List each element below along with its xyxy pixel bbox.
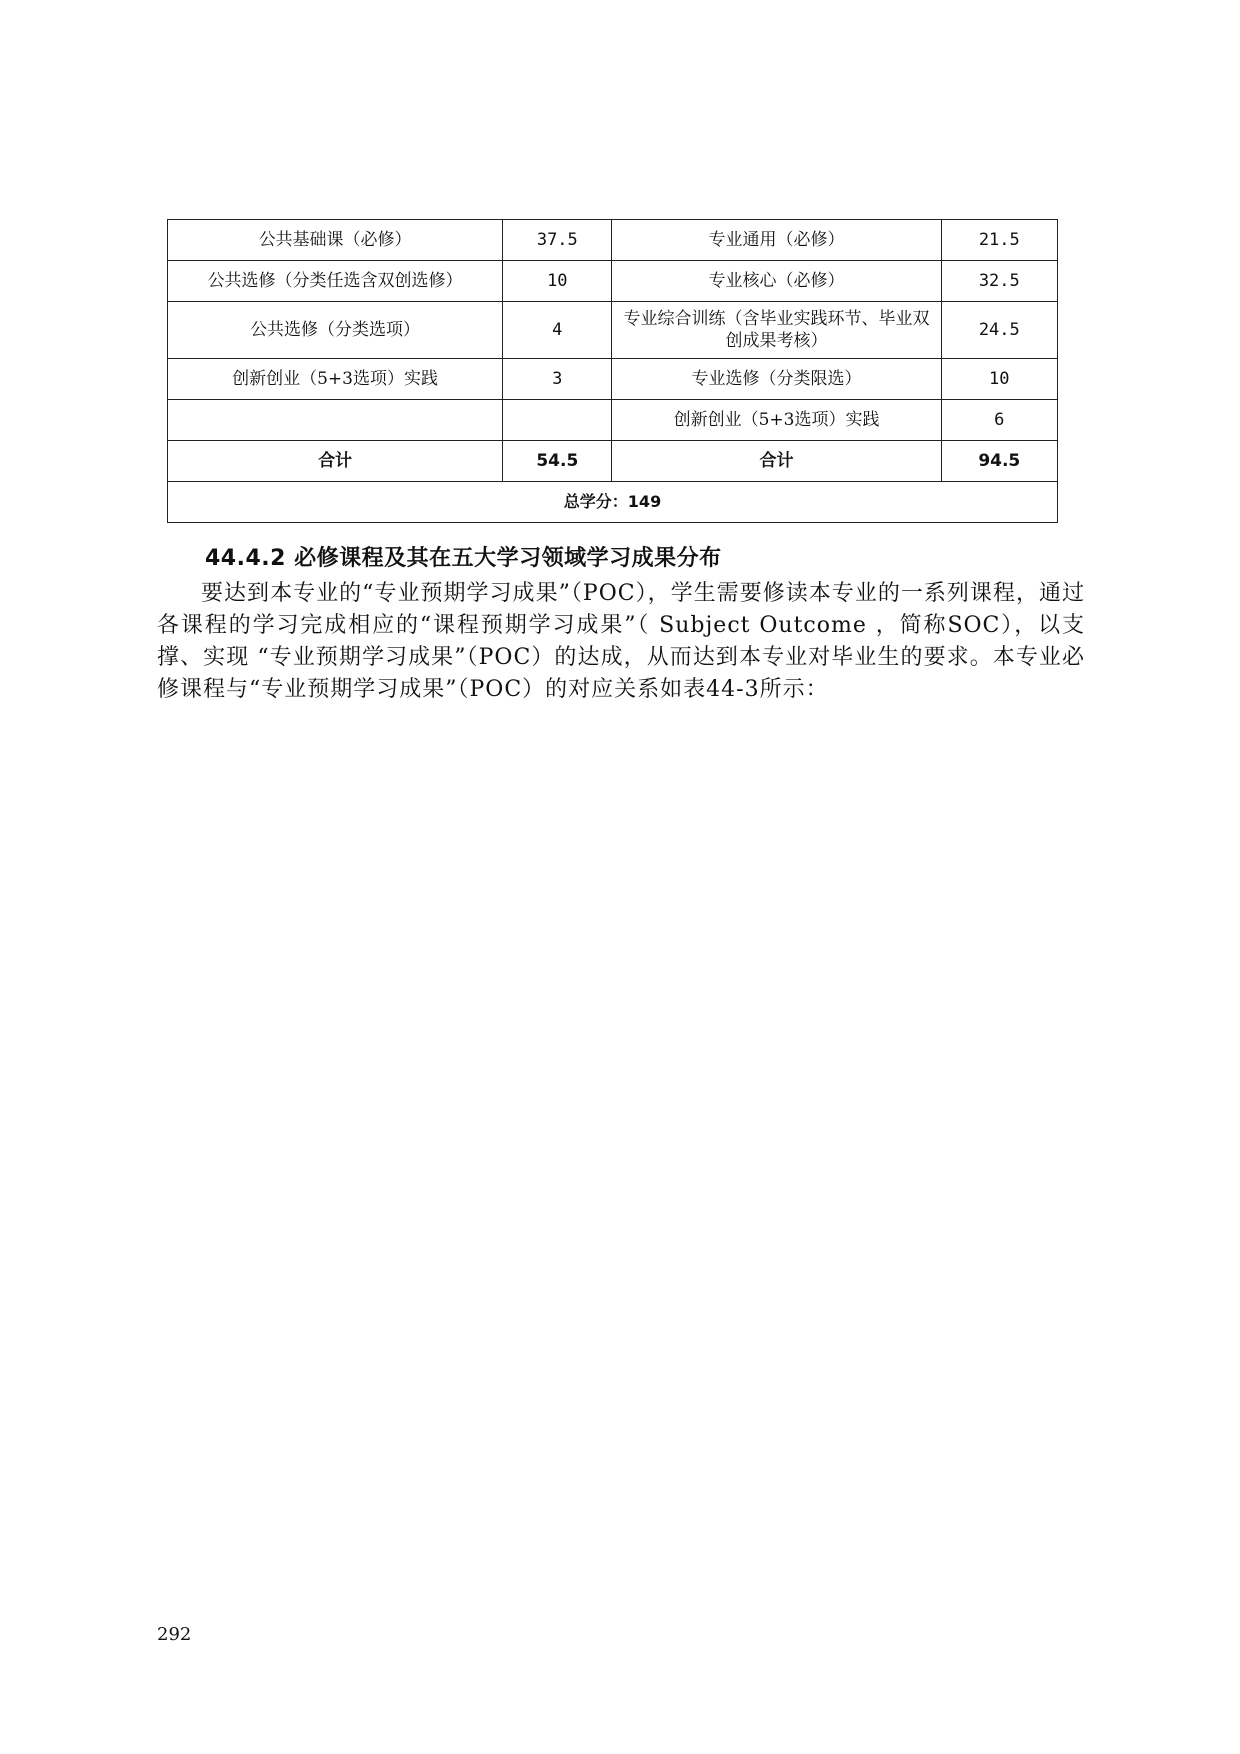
credit-cell: 24.5: [941, 302, 1057, 359]
section-heading: 44.4.2 必修课程及其在五大学习领域学习成果分布: [205, 546, 722, 571]
total-label-left: 合计: [168, 441, 503, 482]
credit-cell: 4: [503, 302, 612, 359]
table-row: [168, 220, 1058, 261]
category-cell: 创新创业（5+3选项）实践: [168, 359, 503, 400]
category-cell: [168, 400, 503, 441]
category-cell: 专业选修（分类限选）: [612, 359, 941, 400]
credit-cell: 21.5: [941, 220, 1057, 261]
table-row: [168, 359, 1058, 400]
credit-cell: 32.5: [941, 261, 1057, 302]
category-cell: 专业通用（必修）: [612, 220, 941, 261]
credit-cell: 37.5: [503, 220, 612, 261]
category-cell: 专业核心（必修）: [612, 261, 941, 302]
grand-total-row: [168, 482, 1058, 523]
totals-row: [168, 441, 1058, 482]
credit-cell: 10: [503, 261, 612, 302]
body-paragraph: 要达到本专业的“专业预期学习成果”（POC），学生需要修读本专业的一系列课程，通过各课程的学习完成相应的“课程预期学习成果”（ Subject Outcome ，简称SOC），以支撑、实现 “专业预期学习成果”（POC）的达成，从而达到本专业对毕业生的要求。本专业必修课程与“专业预期学习成果”（POC）的对应关系如表44-3所示：: [157, 581, 1085, 702]
category-cell: 公共选修（分类任选含双创选修）: [168, 261, 503, 302]
credit-cell: [503, 400, 612, 441]
total-label-right: 合计: [612, 441, 941, 482]
credit-summary-table: [167, 219, 1058, 523]
grand-total-cell: 总学分：149: [168, 482, 1058, 523]
total-value-left: 54.5: [503, 441, 612, 482]
table-row: [168, 400, 1058, 441]
category-cell: 创新创业（5+3选项）实践: [612, 400, 941, 441]
page-number: 292: [157, 1624, 192, 1645]
category-cell: 专业综合训练（含毕业实践环节、毕业双创成果考核）: [612, 302, 941, 359]
total-value-right: 94.5: [941, 441, 1057, 482]
credit-cell: 6: [941, 400, 1057, 441]
table-row: [168, 261, 1058, 302]
table-row: [168, 302, 1058, 359]
credit-cell: 3: [503, 359, 612, 400]
category-cell: 公共选修（分类选项）: [168, 302, 503, 359]
credit-cell: 10: [941, 359, 1057, 400]
category-cell: 公共基础课（必修）: [168, 220, 503, 261]
